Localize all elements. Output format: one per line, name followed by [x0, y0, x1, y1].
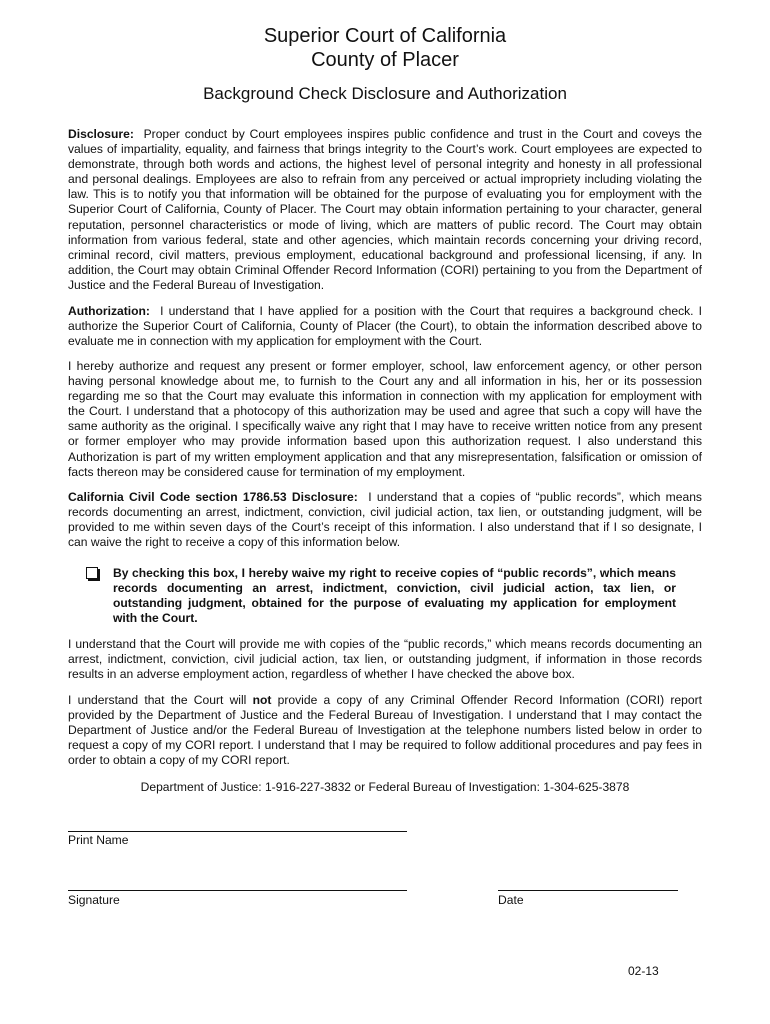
form-revision-code: 02-13: [628, 964, 659, 978]
waiver-checkbox[interactable]: [86, 567, 98, 579]
civil-code-text: I understand that a copies of “public records”, which means records documenting an arrest, indictment, conviction, civil judicial action, tax lien, or outstanding judgment, will be provided to me within seven days of the Court’s receipt of this information. I also understand that if I so designate, I can waive the right to receive a copy of this information below.: [68, 490, 702, 550]
cori-text-after: provide a copy of any Criminal Offender Record Information (CORI) report provided by the Department of Justice and the Federal Bureau of Investigation. I understand that I may contact the Department of Justice and/or the Federal Bureau of Investigation at the telephone numbers listed below in order to request a copy of my CORI report. I understand that I may be required to follow additional procedures and pay fees in order to obtain a copy of my CORI report.: [68, 693, 702, 768]
date-line[interactable]: [498, 890, 678, 891]
disclosure-text: Proper conduct by Court employees inspires public confidence and trust in the Court and coveys the values of impartiality, equality, and fairness that brings integrity to the Court’s work. Court employees are expected to demonstrate, through both words and actions, the highest level of personal integrity and honesty in all professional and personal dealings. Employees are also to refrain from any perceived or actual impropriety including violating the law. This is to notify you that information will be obtained for the purpose of evaluating you for employment with the Superior Court of California, County of Placer. The Court may obtain information pertaining to your character, general reputation, personnel characteristics or mode of living, which are matters of public record. The Court may obtain information from various federal, state and other agencies, which maintain records concerning your driving record, criminal record, civil matters, previous employment, educational background and professional licensing, if any. In addition, the Court may obtain Criminal Offender Record Information (CORI) pertaining to you from the Department of Justice and the Federal Bureau of Investigation.: [68, 127, 702, 292]
disclosure-paragraph: [68, 127, 702, 293]
print-name-label: Print Name: [68, 833, 129, 847]
disclosure-label: Disclosure:: [68, 127, 134, 141]
public-records-paragraph: I understand that the Court will provide me with copies of the “public records,” which means records documenting an arrest, indictment, conviction, civil judicial action, tax lien, or outstanding judgment, if information in those records results in an adverse employment action, regardless of whether I have checked the above box.: [68, 637, 702, 682]
date-label: Date: [498, 893, 524, 907]
signature-line[interactable]: [68, 890, 407, 891]
authorization-text: I understand that I have applied for a position with the Court that requires a background check. I authorize the Superior Court of California, County of Placer (the Court), to obtain the information described above to evaluate me in connection with my application for employment with the Court.: [68, 304, 702, 349]
document-title: Background Check Disclosure and Authorization: [203, 84, 567, 103]
court-name: Superior Court of California: [263, 25, 507, 47]
authorization-label: Authorization:: [68, 304, 150, 318]
authorize-request-paragraph: I hereby authorize and request any present or former employer, school, law enforcement agency, or other person having personal knowledge about me, to furnish to the Court any and all information in his, her or its possession regarding me so that the Court may evaluate this information in connection with my application for employment with the Court. I understand that a photocopy of this authorization may be used and agree that such a copy will have the same authority as the original. I specifically waive any right that I may have to receive written notice from any present or former employer who may provide information based upon this authorization request. I also understand this Authorization is part of my written employment application and that any misrepresentation, falsification or omission of facts thereon may be considered cause for termination of my employment.: [68, 359, 702, 479]
contact-numbers: Department of Justice: 1-916-227-3832 or Federal Bureau of Investigation: 1-304-625-3878: [140, 780, 630, 794]
cori-text-before: I understand that the Court will: [68, 693, 253, 707]
cori-emphasis: not: [252, 693, 272, 707]
civil-code-label: California Civil Code section 1786.53 Disclosure:: [68, 490, 358, 504]
civil-code-paragraph: [68, 490, 702, 550]
cori-paragraph: [68, 693, 702, 768]
authorization-paragraph: [68, 304, 702, 349]
print-name-line[interactable]: [68, 831, 407, 832]
signature-label: Signature: [68, 893, 120, 907]
waiver-text: By checking this box, I hereby waive my right to receive copies of “public records”, which means records documenting an arrest, indictment, conviction, civil judicial action, tax lien, or outstanding judgment, obtained for the purpose of evaluating my application for employment with the Court.: [113, 566, 676, 626]
county-name: County of Placer: [311, 49, 459, 71]
